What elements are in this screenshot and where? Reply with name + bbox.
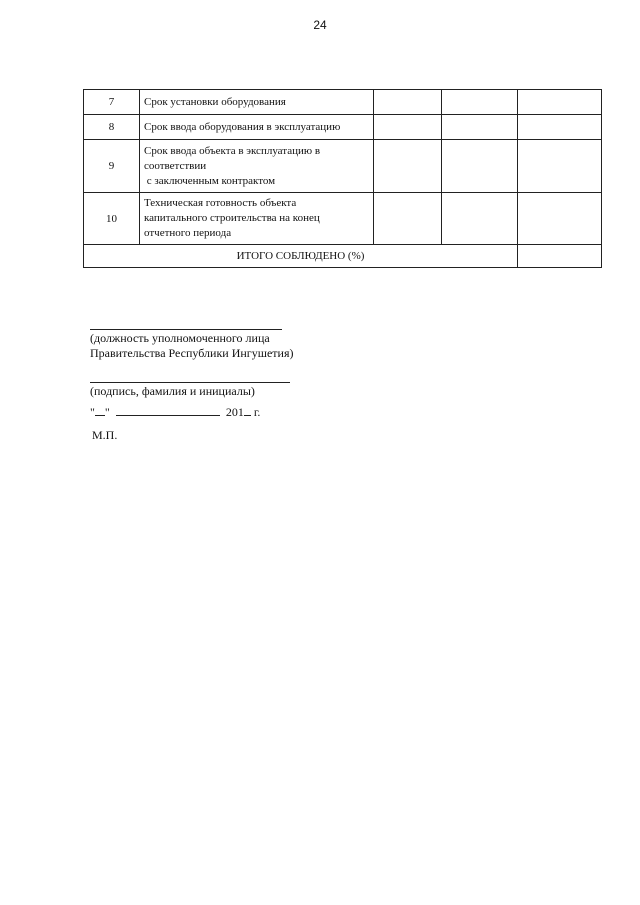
criterion-line: с заключенным контрактом [144,174,276,187]
signature-underline [90,382,290,383]
date-open-quote: " [90,405,95,419]
empty-cell [374,115,442,140]
empty-cell [374,140,442,193]
compliance-table [83,89,602,268]
stamp-label: М.П. [92,428,118,442]
criterion-cell [140,115,374,140]
date-year-suffix: г. [250,405,261,419]
date-year-prefix: 201 [225,405,244,419]
date-close-quote: " [104,405,110,419]
date-year-blank [244,405,251,416]
criterion-line: капитального строительства на конец [144,212,320,224]
empty-cell [518,115,602,140]
empty-cell [442,115,518,140]
table-row [84,90,602,115]
row-number: 7 [84,90,140,115]
criterion-cell [140,90,374,115]
position-caption-line: (должность уполномоченного лица [90,331,270,345]
table-row [84,115,602,140]
criterion-line: соответствии [144,159,207,172]
page-number: 24 [313,18,327,32]
criterion-cell [140,140,374,193]
row-number: 8 [84,115,140,140]
empty-cell [442,193,518,245]
criterion-line: отчетного периода [144,227,232,239]
date-month-blank [116,405,220,416]
position-underline [90,329,282,330]
empty-cell [374,193,442,245]
criterion-line: Техническая готовность объекта [144,197,297,209]
row-number: 9 [84,140,140,193]
position-caption-line: Правительства Республики Ингушетия) [90,346,294,360]
total-row [84,245,602,268]
criterion-line: Срок ввода оборудования в эксплуатацию [144,120,341,133]
date-day-blank [95,405,105,416]
empty-cell [374,90,442,115]
criterion-line: Срок ввода объекта в эксплуатацию в [144,144,321,157]
row-number: 10 [84,193,140,245]
empty-cell [442,90,518,115]
empty-cell [518,140,602,193]
total-value-cell [518,245,602,268]
total-label: ИТОГО СОБЛЮДЕНО (%) [84,245,518,268]
date-line [90,405,260,420]
table-row [84,193,602,245]
empty-cell [518,193,602,245]
criterion-cell [140,193,374,245]
table-row [84,140,602,193]
signature-caption [90,384,255,399]
empty-cell [442,140,518,193]
signature-caption-line: (подпись, фамилия и инициалы) [90,384,255,398]
criterion-line: Срок установки оборудования [144,95,286,108]
empty-cell [518,90,602,115]
position-caption [90,331,293,361]
